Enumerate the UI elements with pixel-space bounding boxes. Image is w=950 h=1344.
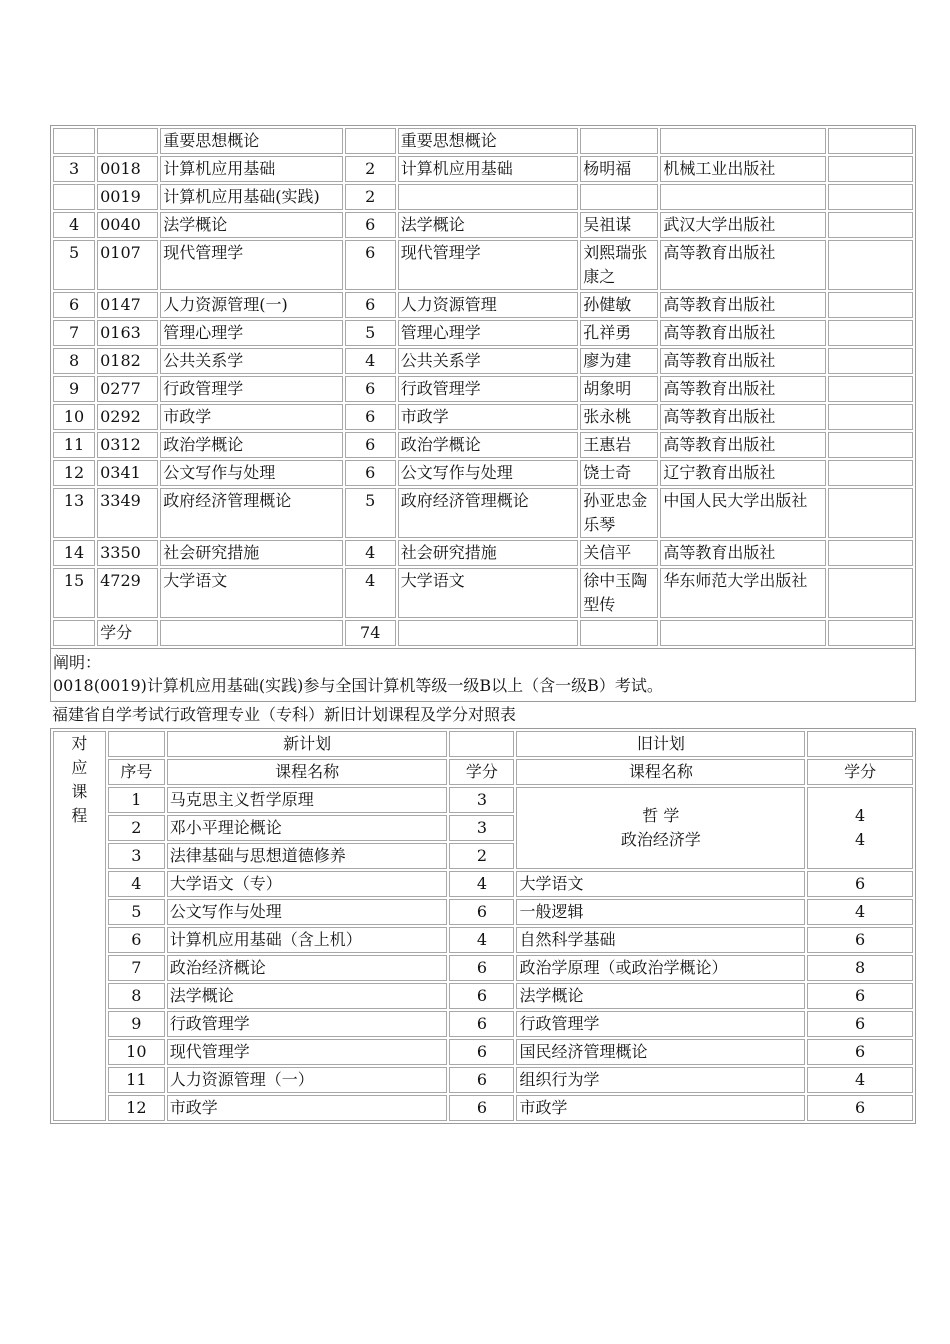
table-row [53, 212, 913, 238]
table-row [53, 1011, 913, 1037]
table-row [53, 184, 913, 210]
old-course-name: 法学概论 [398, 212, 578, 238]
course-name: 大学语文 [160, 568, 342, 618]
table-row [53, 540, 913, 566]
old-credit-header: 学分 [807, 759, 913, 785]
old-course-credit: 4 [807, 899, 913, 925]
old-course-name: 政治学原理（或政治学概论） [516, 955, 805, 981]
comparison-table-title: 福建省自学考试行政管理专业（专科）新旧计划课程及学分对照表 [52, 705, 517, 724]
table-row [53, 460, 913, 486]
table-row [53, 620, 913, 646]
old-course-credit: 6 [807, 1095, 913, 1121]
table-row [53, 568, 913, 618]
course-code: 0292 [97, 404, 158, 430]
old-course-name: 重要思想概论 [398, 128, 578, 154]
row-number: 7 [53, 320, 95, 346]
course-plan-table [50, 125, 916, 649]
table-row [53, 240, 913, 290]
course-publisher: 武汉大学出版社 [660, 212, 825, 238]
course-name: 市政学 [167, 1095, 448, 1121]
table-row [53, 376, 913, 402]
row-number: 14 [53, 540, 95, 566]
table-row [53, 348, 913, 374]
old-course-name: 公文写作与处理 [398, 460, 578, 486]
table-row: 1 马克思主义哲学原理 3 哲 学 政治经济学 4 4 [53, 787, 913, 813]
course-code: 学分 [97, 620, 158, 646]
course-publisher [660, 184, 825, 210]
course-credit: 6 [345, 432, 396, 458]
old-course-name: 人力资源管理 [398, 292, 578, 318]
course-code: 3350 [97, 540, 158, 566]
course-name: 计算机应用基础(实践) [160, 184, 342, 210]
table-row: 2 邓小平理论概论 3 [53, 815, 913, 841]
course-name: 大学语文（专） [167, 871, 448, 897]
old-course-name [398, 184, 578, 210]
course-credit: 6 [345, 240, 396, 290]
row-number: 5 [53, 240, 95, 290]
course-author [580, 620, 658, 646]
course-author: 徐中玉陶型传 [580, 568, 658, 618]
course-credit: 6 [345, 376, 396, 402]
course-name: 政治经济概论 [167, 955, 448, 981]
table-row [53, 1067, 913, 1093]
course-author: 饶士奇 [580, 460, 658, 486]
course-credit: 6 [345, 404, 396, 430]
row-number: 3 [53, 156, 95, 182]
course-publisher: 高等教育出版社 [660, 240, 825, 290]
course-author: 吴祖谋 [580, 212, 658, 238]
course-credit: 74 [345, 620, 396, 646]
table-row [53, 292, 913, 318]
seq-cell: 10 [108, 1039, 165, 1065]
course-name: 公共关系学 [160, 348, 342, 374]
old-course-name: 公共关系学 [398, 348, 578, 374]
course-name: 法学概论 [160, 212, 342, 238]
row-number: 4 [53, 212, 95, 238]
table-row [53, 488, 913, 538]
old-course-name: 政治学概论 [398, 432, 578, 458]
side-label: 对 应 课 程 [53, 731, 106, 1121]
course-name: 管理心理学 [160, 320, 342, 346]
course-code [97, 128, 158, 154]
course-publisher: 高等教育出版社 [660, 292, 825, 318]
table-row [53, 871, 913, 897]
seq-cell: 9 [108, 1011, 165, 1037]
table-row [53, 1039, 913, 1065]
course-name: 政府经济管理概论 [160, 488, 342, 538]
old-course-name: 计算机应用基础 [398, 156, 578, 182]
course-publisher: 中国人民大学出版社 [660, 488, 825, 538]
course-publisher: 机械工业出版社 [660, 156, 825, 182]
course-name: 行政管理学 [160, 376, 342, 402]
row-number: 13 [53, 488, 95, 538]
course-credit: 6 [449, 1011, 514, 1037]
grouped-old-credit: 4 4 [807, 787, 913, 869]
old-course-name: 国民经济管理概论 [516, 1039, 805, 1065]
header-row-columns [53, 759, 913, 785]
table-row [53, 1095, 913, 1121]
course-credit: 6 [449, 1067, 514, 1093]
course-code: 0182 [97, 348, 158, 374]
course-code: 0018 [97, 156, 158, 182]
table-row [53, 955, 913, 981]
table-row [53, 927, 913, 953]
grouped-old-course: 哲 学 政治经济学 [516, 787, 805, 869]
course-code: 0312 [97, 432, 158, 458]
seq-cell: 4 [108, 871, 165, 897]
course-name: 计算机应用基础（含上机） [167, 927, 448, 953]
course-name: 法学概论 [167, 983, 448, 1009]
course-author [580, 128, 658, 154]
course-name: 社会研究措施 [160, 540, 342, 566]
plan-comparison-table [50, 728, 916, 1124]
course-name: 人力资源管理（一） [167, 1067, 448, 1093]
table-row [53, 320, 913, 346]
course-name: 现代管理学 [160, 240, 342, 290]
seq-cell: 12 [108, 1095, 165, 1121]
course-author: 杨明福 [580, 156, 658, 182]
document [50, 125, 916, 1124]
table-row: 3 法律基础与思想道德修养 2 [53, 843, 913, 869]
course-credit: 4 [345, 568, 396, 618]
course-name: 人力资源管理(一) [160, 292, 342, 318]
course-name: 政治学概论 [160, 432, 342, 458]
row-number: 11 [53, 432, 95, 458]
course-code: 0019 [97, 184, 158, 210]
old-course-name: 管理心理学 [398, 320, 578, 346]
course-author: 张永桃 [580, 404, 658, 430]
course-credit: 5 [345, 488, 396, 538]
course-credit: 6 [449, 955, 514, 981]
course-name: 现代管理学 [167, 1039, 448, 1065]
table-row [53, 432, 913, 458]
course-name: 行政管理学 [167, 1011, 448, 1037]
table-row [53, 404, 913, 430]
course-name: 重要思想概论 [160, 128, 342, 154]
old-course-name: 行政管理学 [516, 1011, 805, 1037]
course-credit: 2 [345, 184, 396, 210]
course-name: 市政学 [160, 404, 342, 430]
course-author: 孙健敏 [580, 292, 658, 318]
seq-cell: 5 [108, 899, 165, 925]
course-credit: 6 [345, 460, 396, 486]
note-section [50, 649, 916, 702]
old-name-header: 课程名称 [516, 759, 805, 785]
course-name: 公文写作与处理 [160, 460, 342, 486]
table-row [53, 128, 913, 154]
new-plan-header: 新计划 [167, 731, 448, 757]
course-author: 孙亚忠金乐琴 [580, 488, 658, 538]
row-number: 12 [53, 460, 95, 486]
old-course-credit: 6 [807, 1011, 913, 1037]
course-publisher: 高等教育出版社 [660, 404, 825, 430]
seq-cell: 7 [108, 955, 165, 981]
course-author: 王惠岩 [580, 432, 658, 458]
course-code: 0341 [97, 460, 158, 486]
old-course-name [398, 620, 578, 646]
row-number: 10 [53, 404, 95, 430]
course-credit: 4 [449, 927, 514, 953]
old-course-name: 组织行为学 [516, 1067, 805, 1093]
course-name: 计算机应用基础 [160, 156, 342, 182]
course-code: 0147 [97, 292, 158, 318]
old-course-name: 大学语文 [398, 568, 578, 618]
course-publisher [660, 128, 825, 154]
course-credit: 5 [345, 320, 396, 346]
old-course-name: 法学概论 [516, 983, 805, 1009]
course-code: 3349 [97, 488, 158, 538]
course-code: 0163 [97, 320, 158, 346]
credit-header: 学分 [449, 759, 514, 785]
old-course-credit: 6 [807, 1039, 913, 1065]
old-course-credit: 4 [807, 1067, 913, 1093]
row-number: 6 [53, 292, 95, 318]
course-author [580, 184, 658, 210]
course-publisher: 辽宁教育出版社 [660, 460, 825, 486]
course-publisher: 高等教育出版社 [660, 348, 825, 374]
old-plan-header: 旧计划 [516, 731, 805, 757]
old-course-name: 一般逻辑 [516, 899, 805, 925]
note-text: 0018(0019)计算机应用基础(实践)参与全国计算机等级一级B以上（含一级B）考试。 [53, 676, 663, 695]
course-credit: 6 [449, 1095, 514, 1121]
row-number [53, 620, 95, 646]
row-number [53, 128, 95, 154]
old-course-name: 自然科学基础 [516, 927, 805, 953]
old-course-name: 市政学 [516, 1095, 805, 1121]
old-course-credit: 6 [807, 871, 913, 897]
old-course-name: 大学语文 [516, 871, 805, 897]
header-row-plans [53, 731, 913, 757]
course-publisher: 高等教育出版社 [660, 540, 825, 566]
seq-cell: 6 [108, 927, 165, 953]
row-number: 9 [53, 376, 95, 402]
course-credit: 6 [345, 292, 396, 318]
course-publisher: 华东师范大学出版社 [660, 568, 825, 618]
course-credit: 6 [449, 983, 514, 1009]
course-credit: 6 [449, 899, 514, 925]
course-publisher [660, 620, 825, 646]
course-author: 关信平 [580, 540, 658, 566]
table-row [53, 983, 913, 1009]
row-number [53, 184, 95, 210]
course-author: 刘熙瑞张康之 [580, 240, 658, 290]
row-number: 8 [53, 348, 95, 374]
course-credit: 6 [345, 212, 396, 238]
course-credit: 4 [449, 871, 514, 897]
course-publisher: 高等教育出版社 [660, 432, 825, 458]
course-author: 廖为建 [580, 348, 658, 374]
course-name: 公文写作与处理 [167, 899, 448, 925]
course-code: 0277 [97, 376, 158, 402]
old-course-name: 行政管理学 [398, 376, 578, 402]
course-author: 孔祥勇 [580, 320, 658, 346]
old-course-name: 现代管理学 [398, 240, 578, 290]
course-credit [345, 128, 396, 154]
old-course-name: 社会研究措施 [398, 540, 578, 566]
old-course-credit: 8 [807, 955, 913, 981]
note-label: 阐明： [53, 653, 102, 672]
course-credit: 4 [345, 348, 396, 374]
course-credit: 6 [449, 1039, 514, 1065]
table-row [53, 156, 913, 182]
course-credit: 2 [345, 156, 396, 182]
old-course-name: 政府经济管理概论 [398, 488, 578, 538]
course-code: 4729 [97, 568, 158, 618]
old-course-credit: 6 [807, 927, 913, 953]
seq-cell: 8 [108, 983, 165, 1009]
course-code: 0107 [97, 240, 158, 290]
table-row [53, 899, 913, 925]
row-number: 15 [53, 568, 95, 618]
name-header: 课程名称 [167, 759, 448, 785]
seq-cell: 11 [108, 1067, 165, 1093]
course-author: 胡象明 [580, 376, 658, 402]
course-code: 0040 [97, 212, 158, 238]
course-credit: 4 [345, 540, 396, 566]
old-course-credit: 6 [807, 983, 913, 1009]
seq-header: 序号 [108, 759, 165, 785]
course-publisher: 高等教育出版社 [660, 376, 825, 402]
old-course-name: 市政学 [398, 404, 578, 430]
course-name [160, 620, 342, 646]
course-publisher: 高等教育出版社 [660, 320, 825, 346]
